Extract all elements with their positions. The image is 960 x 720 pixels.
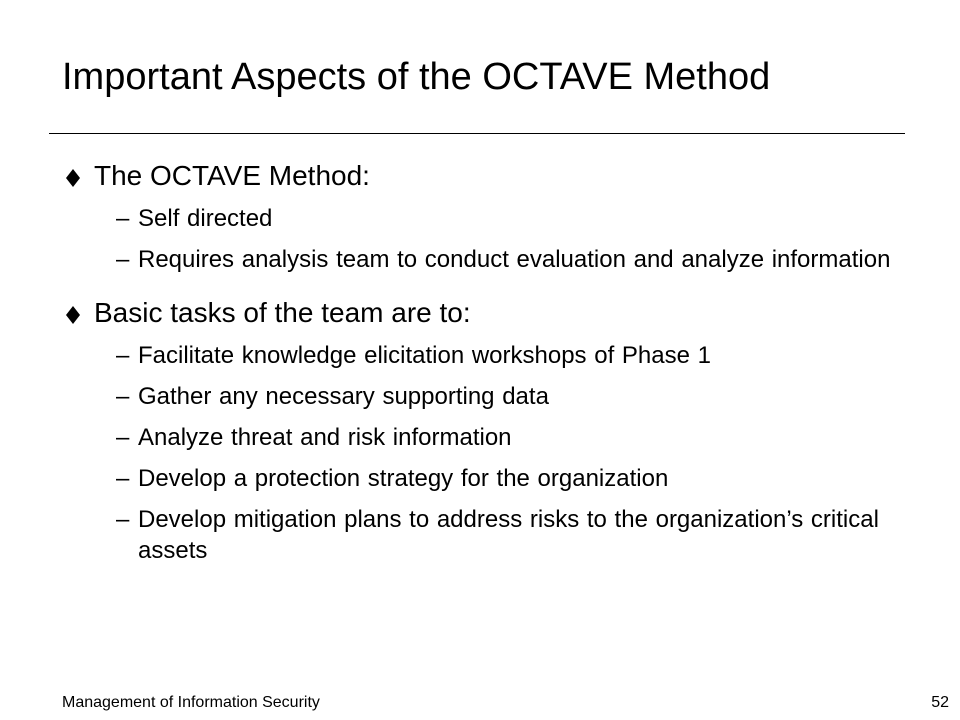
sub-list xyxy=(64,340,924,566)
sub-item-text: Requires analysis team to conduct evaluation and analyze information xyxy=(138,246,891,273)
bullet-octave-method xyxy=(64,158,924,194)
sub-list xyxy=(64,203,924,275)
dash-bullet: – xyxy=(116,342,130,369)
diamond-bullet-icon xyxy=(64,306,82,324)
sub-item xyxy=(64,504,924,566)
sub-item xyxy=(64,422,924,453)
dash-bullet: – xyxy=(116,424,130,451)
sub-item xyxy=(64,203,924,234)
sub-item-text: Develop a protection strategy for the organization xyxy=(138,465,669,492)
sub-item xyxy=(64,244,924,275)
bullet-text: The OCTAVE Method: xyxy=(94,160,370,191)
dash-bullet: – xyxy=(116,506,130,533)
bullet-basic-tasks xyxy=(64,295,924,331)
slide-body xyxy=(64,158,924,576)
dash-bullet: – xyxy=(116,205,130,232)
sub-item xyxy=(64,340,924,371)
title-divider xyxy=(49,133,905,134)
sub-item xyxy=(64,463,924,494)
dash-bullet: – xyxy=(116,465,130,492)
slide-title: Important Aspects of the OCTAVE Method xyxy=(62,56,771,98)
dash-bullet: – xyxy=(116,246,130,273)
sub-item-text: Gather any necessary supporting data xyxy=(138,383,549,410)
sub-item-text: Facilitate knowledge elicitation workshops of Phase 1 xyxy=(138,342,711,369)
footer-course-title: Management of Information Security xyxy=(62,694,320,711)
sub-item-text: Analyze threat and risk information xyxy=(138,424,512,451)
sub-item xyxy=(64,381,924,412)
footer-page-number: 52 xyxy=(931,694,949,711)
diamond-bullet-icon xyxy=(64,169,82,187)
sub-item-text: Develop mitigation plans to address risks to the organization’s critical assets xyxy=(138,506,879,564)
sub-item-text: Self directed xyxy=(138,205,273,232)
dash-bullet: – xyxy=(116,383,130,410)
bullet-text: Basic tasks of the team are to: xyxy=(94,297,471,328)
